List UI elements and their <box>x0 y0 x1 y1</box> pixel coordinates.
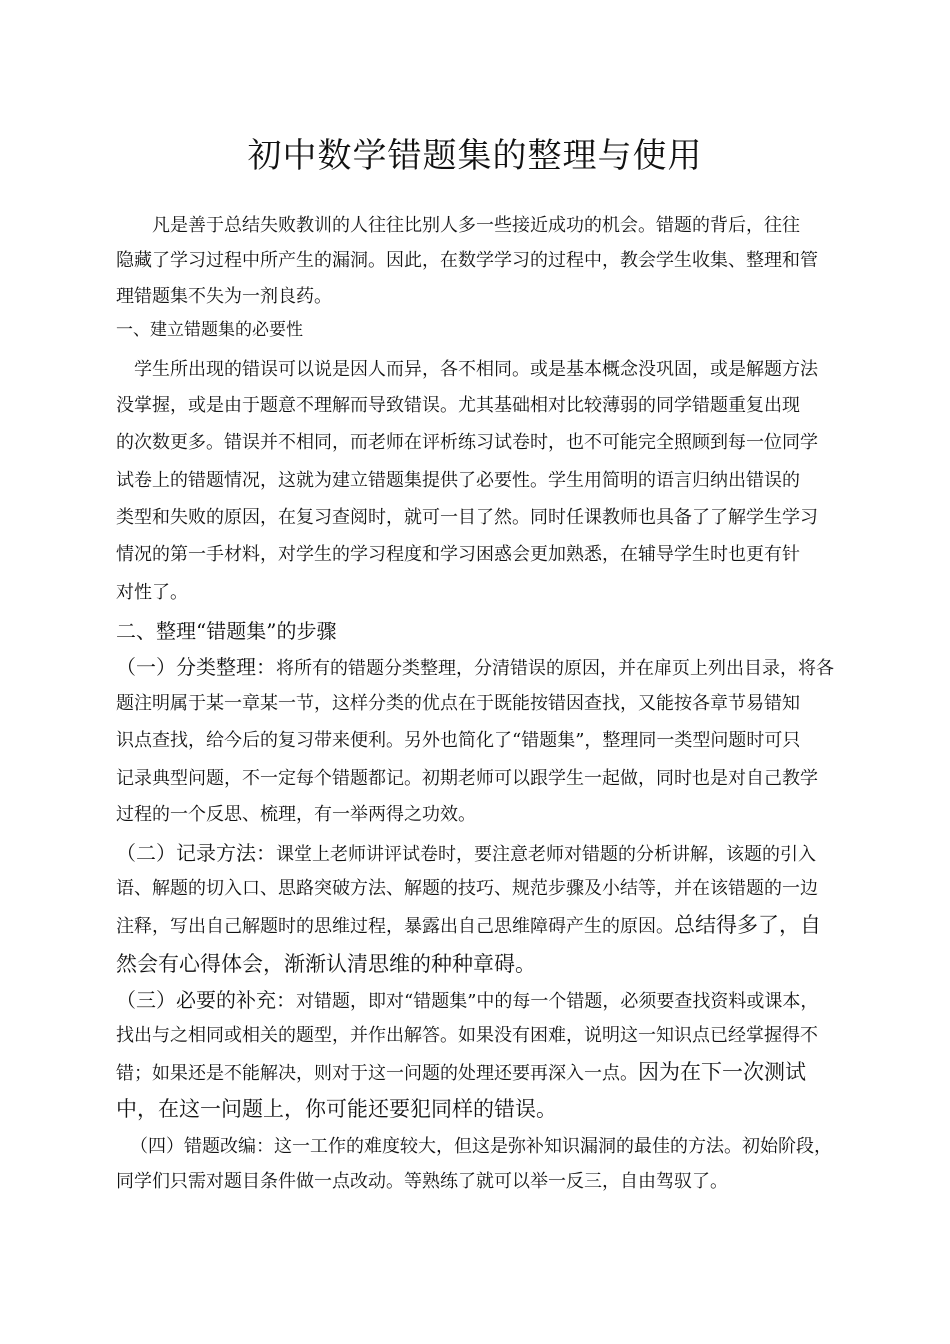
step-line <box>116 657 834 678</box>
step-label: （一）分类整理： <box>116 655 276 679</box>
body-text-large: 因为在下一次测试 <box>638 1060 806 1084</box>
body-line: 情况的第一手材料，对学生的学习程度和学习困惑会更加熟悉，在辅导学生时也更有针 <box>116 544 800 565</box>
step-line: （四）错题改编：这一工作的难度较大，但这是弥补知识漏洞的最佳的方法。初始阶段， <box>130 1136 832 1157</box>
body-line-large: 中，在这一问题上，你可能还要犯同样的错误。 <box>116 1097 557 1121</box>
step-text: 将所有的错题分类整理，分清错误的原因，并在扉页上列出目录，将各 <box>276 658 834 679</box>
page-title: 初中数学错题集的整理与使用 <box>247 136 703 176</box>
intro-line: 隐藏了学习过程中所产生的漏洞。因此，在数学学习的过程中，教会学生收集、整理和管 <box>116 250 818 271</box>
body-line: 的次数更多。错误并不相同，而老师在评析练习试卷时，也不可能完全照顾到每一位同学 <box>116 432 818 453</box>
body-line: 语、解题的切入口、思路突破方法、解题的技巧、规范步骤及小结等，并在该错题的一边 <box>116 878 818 899</box>
body-line: 类型和失败的原因，在复习查阅时，就可一目了然。同时任课教师也具备了了解学生学习 <box>116 507 818 528</box>
step-line <box>116 843 816 864</box>
step-line <box>116 990 818 1011</box>
section-heading: 二、整理“错题集”的步骤 <box>116 619 337 643</box>
section-heading: 一、建立错题集的必要性 <box>116 320 303 340</box>
body-line: 同学们只需对题目条件做一点改动。等熟练了就可以举一反三，自由驾驭了。 <box>116 1171 728 1192</box>
body-line <box>116 915 821 936</box>
step-label: （三）必要的补充： <box>116 988 296 1012</box>
body-text-large: 总结得多了，自 <box>674 913 821 937</box>
body-line: 对性了。 <box>116 582 188 603</box>
step-text: 课堂上老师讲评试卷时，要注意老师对错题的分析讲解，该题的引入 <box>276 844 816 865</box>
body-text: 注释，写出自己解题时的思维过程，暴露出自己思维障碍产生的原因。 <box>116 916 674 937</box>
body-line-large: 然会有心得体会，渐渐认清思维的种种章碍。 <box>116 952 536 976</box>
body-line: 试卷上的错题情况，这就为建立错题集提供了必要性。学生用简明的语言归纳出错误的 <box>116 470 800 491</box>
body-line: 没掌握，或是由于题意不理解而导致错误。尤其基础相对比较薄弱的同学错题重复出现 <box>116 395 800 416</box>
step-label: （二）记录方法： <box>116 841 276 865</box>
body-text: 错；如果还是不能解决，则对于这一问题的处理还要再深入一点。 <box>116 1063 638 1084</box>
body-line: 记录典型问题，不一定每个错题都记。初期老师可以跟学生一起做，同时也是对自己教学 <box>116 768 818 789</box>
body-line: 题注明属于某一章某一节，这样分类的优点在于既能按错因查找，又能按各章节易错知 <box>116 693 800 714</box>
body-line: 学生所出现的错误可以说是因人而异，各不相同。或是基本概念没巩固，或是解题方法 <box>134 359 818 380</box>
body-line: 找出与之相同或相关的题型，并作出解答。如果没有困难，说明这一知识点已经掌握得不 <box>116 1025 818 1046</box>
body-line: 识点查找，给今后的复习带来便利。另外也简化了“错题集”，整理同一类型问题时可只 <box>116 730 801 751</box>
step-text: 对错题，即对“错题集”中的每一个错题，必须要查找资料或课本， <box>296 991 819 1012</box>
body-line <box>116 1062 806 1083</box>
intro-line: 凡是善于总结失败教训的人往往比别人多一些接近成功的机会。错题的背后，往往 <box>152 215 800 236</box>
body-line: 过程的一个反思、梳理，有一举两得之功效。 <box>116 804 476 825</box>
intro-line: 理错题集不失为一剂良药。 <box>116 286 332 307</box>
